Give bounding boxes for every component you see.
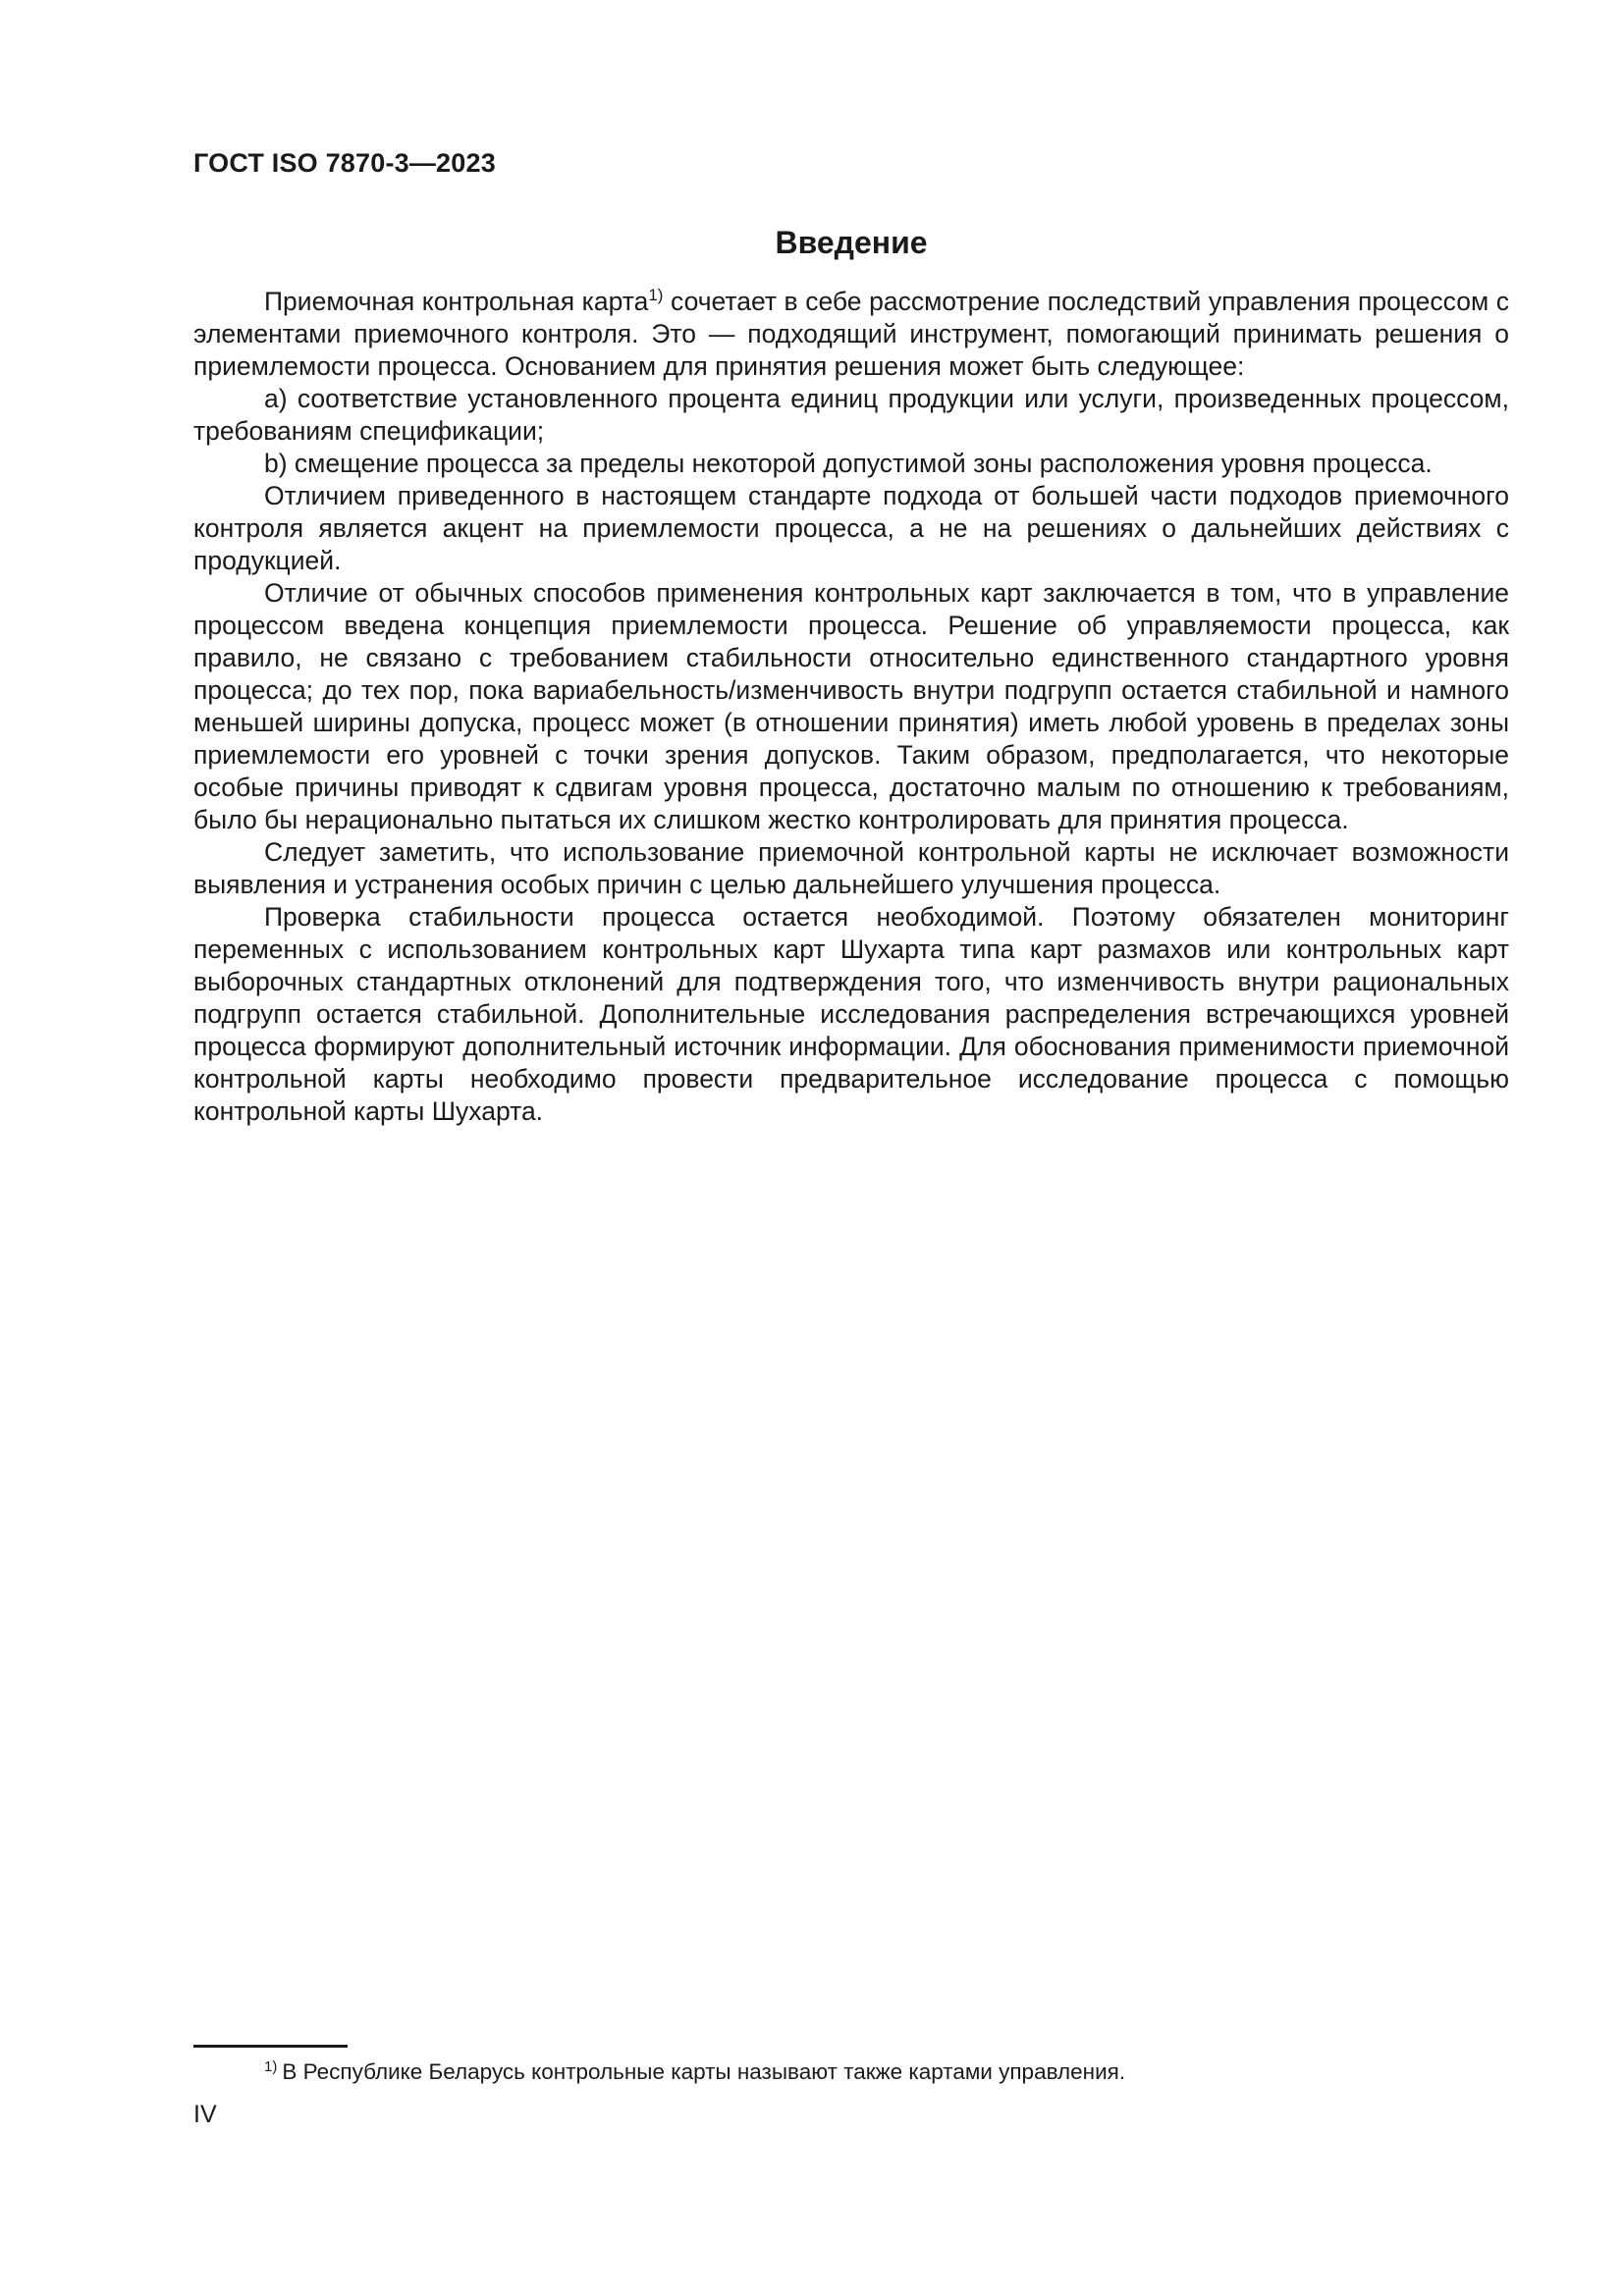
list-item-a: a) соответствие установленного процента единиц продукции или услуги, произведенных процессом, требованиям спецификации; [193, 384, 1509, 446]
list-item-b: b) смещение процесса за пределы некоторой допустимой зоны расположения уровня процесса. [264, 449, 1433, 478]
paragraph-note: Следует заметить, что использование приемочной контрольной карты не исключает возможности выявления и устранения особых причин с целью дальнейшего улучшения процесса. [193, 837, 1509, 899]
footnote [264, 2057, 1125, 2087]
section-title: Введение [775, 225, 928, 260]
page-number: IV [193, 2101, 217, 2128]
footnote-text: В Республике Беларусь контрольные карты называют также картами управления. [282, 2059, 1126, 2084]
paragraph-stability: Проверка стабильности процесса остается необходимой. Поэтому обязателен мониторинг переменных с использованием контрольных карт Шухарта типа карт размахов или контрольных карт выборочных стандартных отклонений для подтверждения того, что изменчивость внутри рациональных подгрупп остается стабильной. Дополнительные исследования распределения встречающихся уровней процесса формируют дополнительный источник информации. Для обоснования применимости приемочной контрольной карты необходимо провести предварительное исследование процесса с помощью контрольной карты Шухарта. [193, 902, 1509, 1126]
paragraph-intro [193, 286, 1509, 383]
paragraph-intro-rest: сочетает в себе рассмотрение последствий управления процессом с элементами приемочного контроля. Это — подходящий инструмент, помогающий принимать решения о приемлемости процесса. Основанием для принятия решения может быть следующее: [193, 287, 1510, 381]
paragraph-intro-start: Приемочная контрольная карта [264, 287, 649, 316]
document-code-header: ГОСТ ISO 7870-3—2023 [193, 148, 496, 178]
paragraph-difference: Отличием приведенного в настоящем стандарте подхода от большей части подходов приемочного контроля является акцент на приемлемости процесса, а не на решениях о дальнейших действиях с продукцией. [193, 481, 1509, 575]
body-text [193, 286, 1509, 1128]
footnote-reference: 1) [648, 286, 664, 304]
footnote-mark: 1) [264, 2058, 278, 2075]
footnote-separator [193, 2045, 348, 2048]
paragraph-usual-methods: Отличие от обычных способов применения контрольных карт заключается в том, что в управление процессом введена концепция приемлемости процесса. Решение об управляемости процесса, как правило, не связано с требованием стабильности относительно единственного стандартного уровня процесса; до тех пор, пока вариабельность/изменчивость внутри подгрупп остается стабильной и намного меньшей ширины допуска, процесс может (в отношении принятия) иметь любой уровень в пределах зоны приемлемости его уровней с точки зрения допусков. Таким образом, предполагается, что некоторые особые причины приводят к сдвигам уровня процесса, достаточно малым по отношению к требованиям, было бы нерационально пытаться их слишком жестко контролировать для принятия процесса. [193, 578, 1509, 834]
